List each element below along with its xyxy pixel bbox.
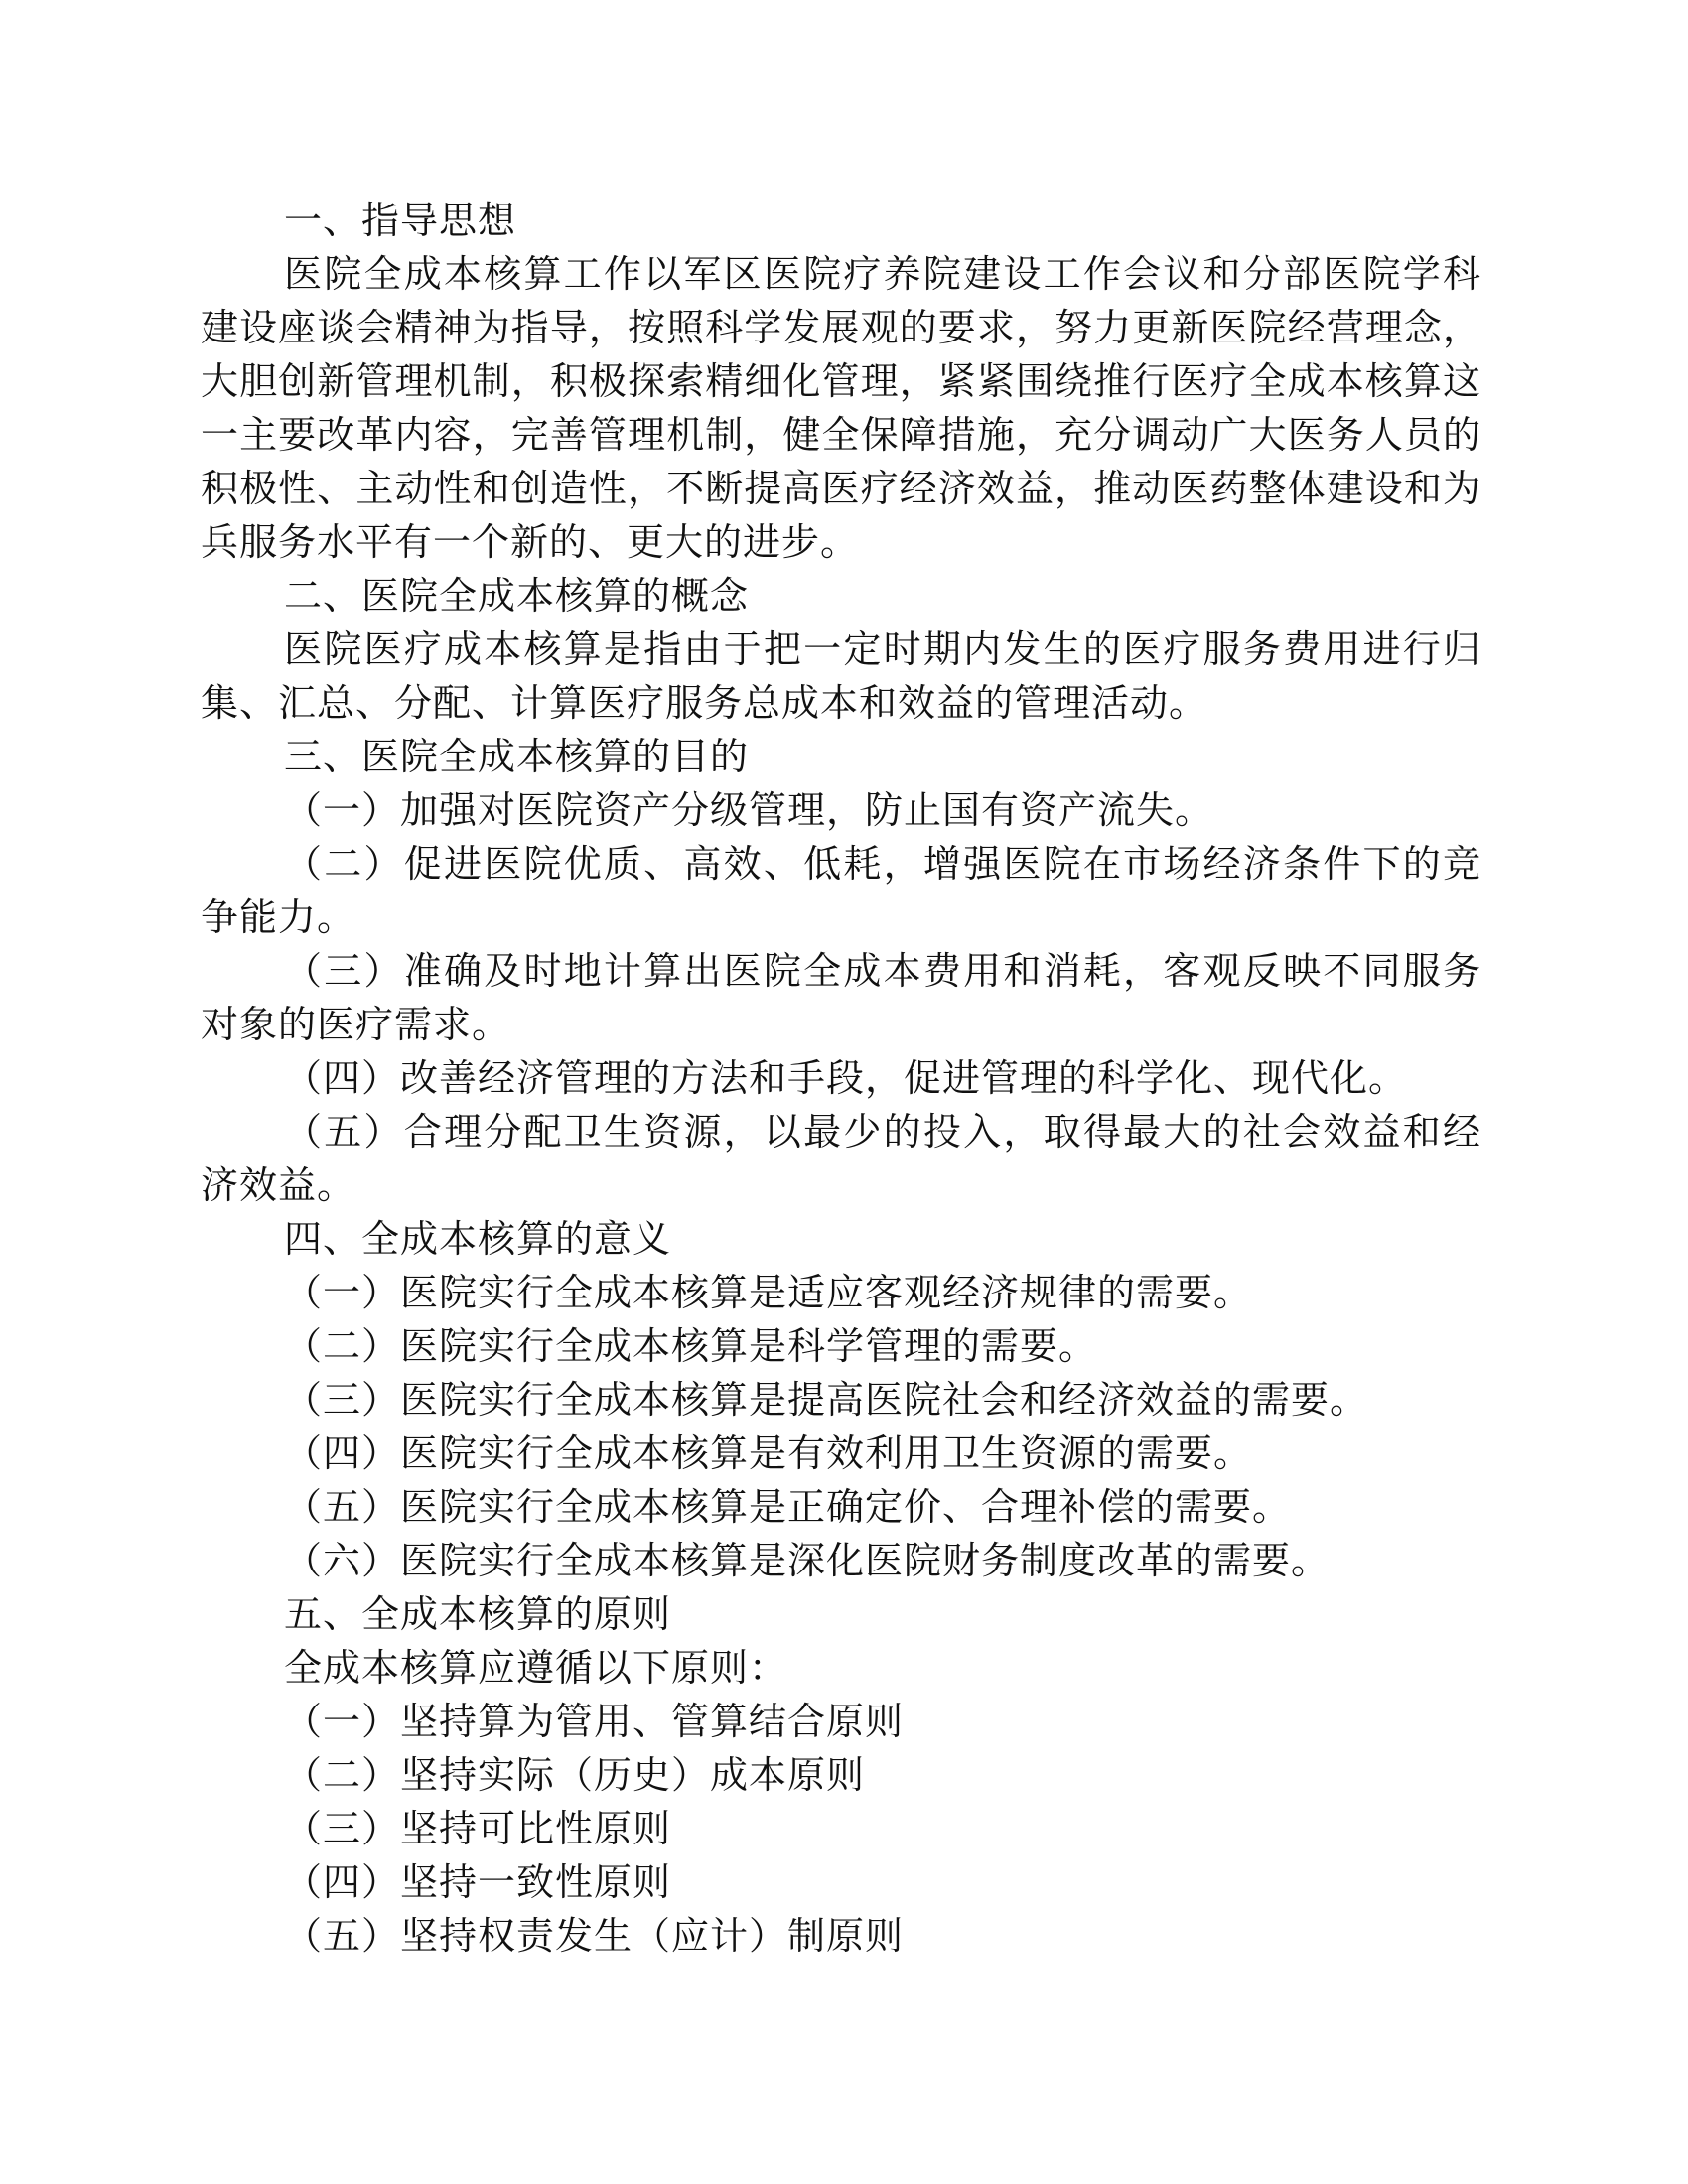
paragraph-principles-intro: 全成本核算应遵循以下原则： xyxy=(284,1646,788,1690)
list-item-purpose-3: （三）准确及时地计算出医院全成本费用和消耗，客观反映不同服务对象的医疗需求。 xyxy=(201,949,1481,1046)
section-heading-principles: 五、全成本核算的原则 xyxy=(284,1592,672,1636)
list-item-purpose-5: （五）合理分配卫生资源，以最少的投入，取得最大的社会效益和经济效益。 xyxy=(201,1110,1481,1207)
section-heading-guiding-ideology: 一、指导思想 xyxy=(284,199,517,242)
list-item-significance-4: （四）医院实行全成本核算是有效利用卫生资源的需要。 xyxy=(284,1432,1253,1475)
paragraph-concept: 医院医疗成本核算是指由于把一定时期内发生的医疗服务费用进行归集、汇总、分配、计算医疗服务总成本和效益的管理活动。 xyxy=(201,627,1481,725)
document-page xyxy=(201,194,1481,1963)
list-item-purpose-4: （四）改善经济管理的方法和手段，促进管理的科学化、现代化。 xyxy=(284,1056,1408,1100)
section-heading-purpose: 三、医院全成本核算的目的 xyxy=(284,735,750,778)
paragraph-guiding-ideology: 医院全成本核算工作以军区医院疗养院建设工作会议和分部医院学科建设座谈会精神为指导，按照科学发展观的要求，努力更新医院经营理念，大胆创新管理机制，积极探索精细化管理，紧紧围绕推行医疗全成本核算这一主要改革内容，完善管理机制，健全保障措施，充分调动广大医务人员的积极性、主动性和创造性，不断提高医疗经济效益，推动医药整体建设和为兵服务水平有一个新的、更大的进步。 xyxy=(201,252,1481,564)
list-item-principle-5: （五）坚持权责发生（应计）制原则 xyxy=(284,1914,905,1958)
list-item-principle-1: （一）坚持算为管用、管算结合原则 xyxy=(284,1700,905,1743)
list-item-significance-3: （三）医院实行全成本核算是提高医院社会和经济效益的需要。 xyxy=(284,1378,1369,1422)
list-item-principle-3: （三）坚持可比性原则 xyxy=(284,1807,672,1850)
list-item-significance-6: （六）医院实行全成本核算是深化医院财务制度改革的需要。 xyxy=(284,1539,1331,1582)
list-item-significance-2: （二）医院实行全成本核算是科学管理的需要。 xyxy=(284,1324,1098,1368)
list-item-purpose-1: （一）加强对医院资产分级管理，防止国有资产流失。 xyxy=(284,788,1214,832)
list-item-significance-5: （五）医院实行全成本核算是正确定价、合理补偿的需要。 xyxy=(284,1485,1292,1529)
list-item-principle-4: （四）坚持一致性原则 xyxy=(284,1860,672,1904)
section-heading-concept: 二、医院全成本核算的概念 xyxy=(284,574,750,617)
list-item-significance-1: （一）医院实行全成本核算是适应客观经济规律的需要。 xyxy=(284,1271,1253,1314)
section-heading-significance: 四、全成本核算的意义 xyxy=(284,1217,672,1261)
list-item-principle-2: （二）坚持实际（历史）成本原则 xyxy=(284,1753,866,1797)
list-item-purpose-2: （二）促进医院优质、高效、低耗，增强医院在市场经济条件下的竞争能力。 xyxy=(201,842,1481,939)
